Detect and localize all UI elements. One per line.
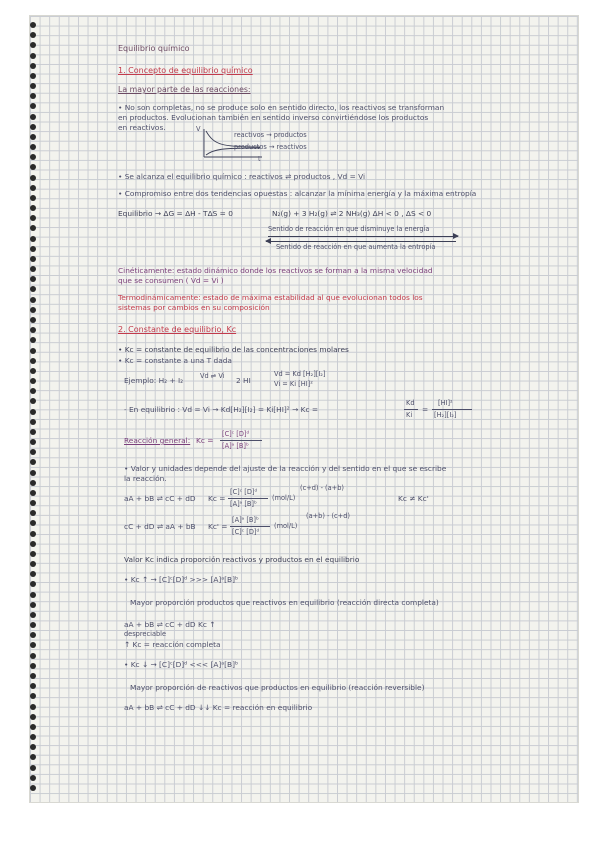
kc-completa: ↑ Kc = reacción completa — [124, 640, 221, 649]
termodinamicamente-line2: sistemas por cambios en su composición — [118, 303, 270, 312]
row1-den: [A]ᵃ [B]ᵇ — [230, 500, 257, 508]
vd-eq: Vd = Kd [H₂][I₂] — [274, 370, 326, 378]
reaccion-general-kc: Kc = — [196, 436, 214, 445]
graph-label-productos: productos → reactivos — [234, 143, 307, 151]
arrow-left-text: Sentido de reacción en que aumenta la entropía — [276, 243, 436, 251]
graph-label-reactivos: reactivos → productos — [234, 131, 307, 139]
kc-grande: • Kc ↑ → [C]ᶜ[D]ᵈ >>> [A]ᵃ[B]ᵇ — [124, 575, 239, 584]
arrow-right — [268, 236, 458, 237]
kd-ki-bar — [404, 409, 418, 410]
mayor-productos: Mayor proporción productos que reactivos en equilibrio (reacción directa completa) — [130, 598, 439, 607]
row1-note: Kc ≠ Kc' — [398, 494, 429, 503]
valor-kc-text-line1: • Valor y unidades depende del ajuste de la reacción y del sentido en el que se escribe — [124, 464, 447, 473]
cineticamente-line2: que se consumen ( Vd = Vi ) — [118, 276, 224, 285]
section1-subheading: La mayor parte de las reacciones: — [118, 85, 251, 94]
kc-pequena: • Kc ↓ → [C]ᶜ[D]ᵈ <<< [A]ᵃ[B]ᵇ — [124, 660, 239, 669]
row2-exp: (a+b) - (c+d) — [306, 512, 350, 520]
valor-kc-heading: Valor Kc indica proporción reactivos y productos en el equilibrio — [124, 555, 360, 564]
section2-heading: 2. Constante de equilibrio, Kc — [118, 325, 237, 334]
ejemplo-arrow: Vd ⇌ Vi — [200, 372, 225, 380]
haber-reaction: N₂(g) + 3 H₂(g) ⇌ 2 NH₃(g) ΔH < 0 , ΔS < 0 — [272, 209, 432, 218]
ejemplo-rhs: 2 HI — [236, 376, 251, 385]
en-equilibrio: - En equilibrio : Vd = Vi → Kd[H₂][I₂] = Ki[HI]² → Kc = — [124, 405, 319, 414]
kc-frac-num: [HI]² — [438, 399, 453, 407]
row1-units: (mol/L) — [272, 494, 296, 502]
equilibrio-equation: Equilibrio → ΔG = ΔH - TΔS = 0 — [118, 209, 233, 218]
spiral-binding — [30, 22, 40, 792]
bullet2: • Se alcanza el equilibrio químico : reactivos ⇌ productos , Vd = Vi — [118, 172, 366, 181]
reaccion-general-num: [C]ᶜ [D]ᵈ — [222, 430, 250, 438]
termodinamicamente-line1: Termodinámicamente: estado de máxima estabilidad al que evolucionan todos los — [118, 293, 423, 302]
arrow-right-text: Sentido de reacción en que disminuye la energía — [268, 225, 430, 233]
kc-frac-den: [H₂][I₂] — [434, 411, 457, 419]
bullet3: • Compromiso entre dos tendencias opuestas : alcanzar la mínima energía y la máxima entropía — [118, 189, 477, 198]
row2-kc: Kc' = — [208, 522, 228, 531]
row1-num: [C]ᶜ [D]ᵈ — [230, 488, 258, 496]
row2-units: (mol/L) — [274, 522, 298, 530]
bullet1-line2: en productos. Evolucionan también en sentido inverso convirtiéndose los productos — [118, 113, 429, 122]
bullet1-line3: en reactivos. — [118, 123, 166, 132]
row2-reaction: cC + dD ⇌ aA + bB — [124, 522, 196, 531]
reaccion-general-den: [A]ᵃ [B]ᵇ — [222, 442, 249, 450]
ej-grande-reaction: aA + bB ⇌ cC + dD Kc ↑ — [124, 620, 216, 629]
kd-ki-num: Kd — [406, 399, 415, 407]
ejemplo-lhs: Ejemplo: H₂ + I₂ — [124, 376, 184, 385]
page-title: Equilibrio químico — [118, 44, 190, 53]
reaccion-general-bar — [220, 440, 262, 441]
row2-bar — [230, 526, 270, 527]
kd-ki-den: Ki — [406, 411, 413, 419]
bullet1-line1: • No son completas, no se produce solo en sentido directo, los reactivos se transforman — [118, 103, 445, 112]
kc-def1: • Kc = constante de equilibrio de las concentraciones molares — [118, 345, 349, 354]
graph-axis-v: V — [196, 125, 201, 133]
row1-reaction: aA + bB ⇌ cC + dD — [124, 494, 196, 503]
kc-eq-sign: = — [422, 405, 429, 414]
section1-heading: 1. Concepto de equilibrio químico — [118, 66, 253, 75]
valor-kc-text-line2: la reacción. — [124, 474, 167, 483]
cineticamente-line1: Cinéticamente: estado dinámico donde los reactivos se forman a la misma velocidad — [118, 266, 433, 275]
arrow-left — [266, 241, 456, 242]
row2-num: [A]ᵃ [B]ᵇ — [232, 516, 259, 524]
row2-den: [C]ᶜ [D]ᵈ — [232, 528, 260, 536]
kc-def2: • Kc = constante a una T dada — [118, 356, 232, 365]
mayor-reactivos: Mayor proporción de reactivos que productos en equilibrio (reacción reversible) — [130, 683, 425, 692]
despreciable: despreciable — [124, 630, 167, 638]
graph-axis-t: t — [258, 155, 261, 163]
ej-pequena: aA + bB ⇌ cC + dD ↓↓ Kc = reacción en equilibrio — [124, 703, 313, 712]
row1-exp: (c+d) - (a+b) — [300, 484, 344, 492]
vi-eq: Vi = Ki [HI]² — [274, 380, 313, 388]
kc-frac-bar — [432, 409, 472, 410]
reaccion-general-label: Reacción general: — [124, 436, 191, 445]
row1-bar — [228, 498, 268, 499]
row1-kc: Kc = — [208, 494, 226, 503]
